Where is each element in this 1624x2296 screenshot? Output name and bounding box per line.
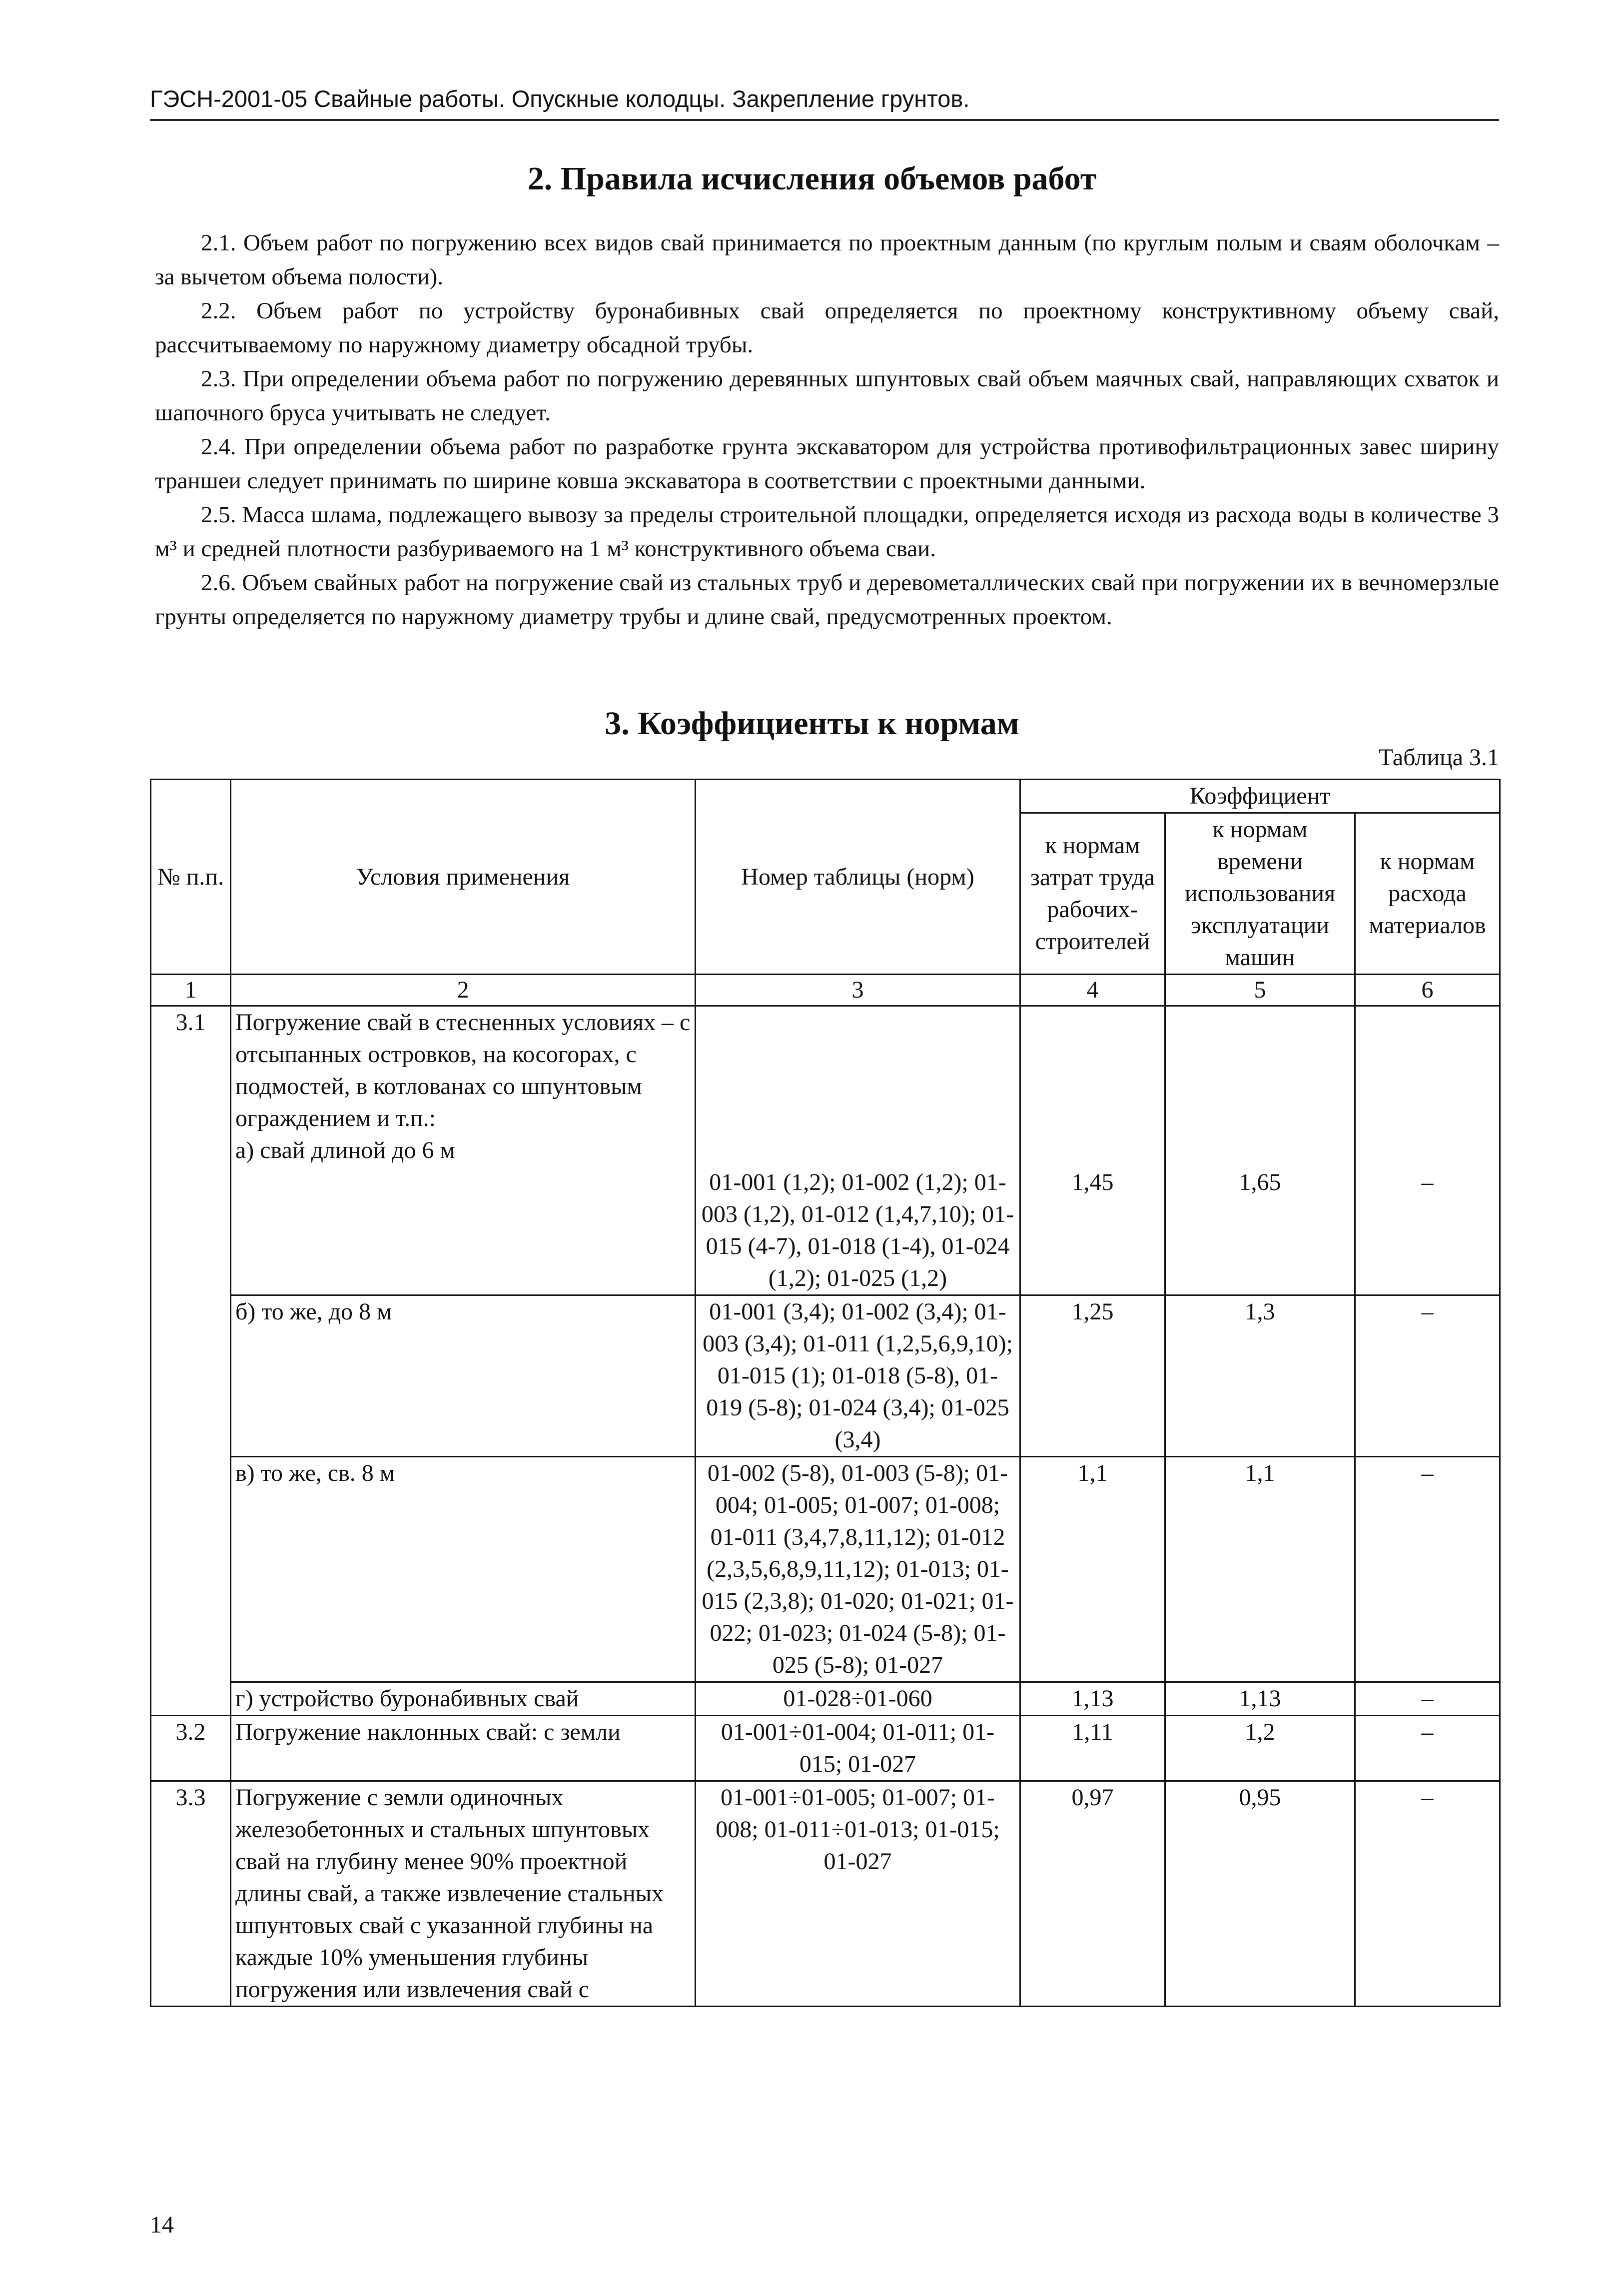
rule-2-2: 2.2. Объем работ по устройству буронабивных свай определяется по проектному конструктивному объему свай, рассчитываемому по наружному диаметру обсадной трубы. bbox=[155, 298, 1499, 358]
row-labor: 0,97 bbox=[1020, 1781, 1165, 2007]
rule-2-1: 2.1. Объем работ по погружению всех видов свай принимается по проектным данным (по круглым полым и сваям оболочкам – за вычетом объема полости). bbox=[155, 230, 1499, 290]
row-conditions bbox=[231, 1006, 696, 1295]
running-header: ГЭСН-2001-05 Свайные работы. Опускные колодцы. Закрепление грунтов. bbox=[150, 85, 970, 112]
page-number: 14 bbox=[150, 2212, 174, 2238]
rule-2-6: 2.6. Объем свайных работ на погружение свай из стальных труб и деревометаллических свай при погружении их в вечномерзлые грунты определяется по наружному диаметру трубы и длине свай, предусмотренных проектом. bbox=[155, 570, 1499, 630]
header-labor: к нормам затрат труда рабочих-строителей bbox=[1020, 813, 1165, 975]
header-materials: к нормам расхода материалов bbox=[1355, 813, 1500, 975]
row-materials: – bbox=[1355, 1682, 1500, 1716]
row-conditions: Погружение с земли одиночных железобетонных и стальных шпунтовых свай на глубину менее 90% проектной длины свай, а также извлечение стальных шпунтовых свай с указанной глубины на каждые 10% уменьшения глубины погружения или извлечения свай с bbox=[231, 1781, 696, 2007]
rule-2-5: 2.5. Масса шлама, подлежащего вывозу за пределы строительной площадки, определяется исходя из расхода воды в количестве 3 м³ и средней плотности разбуриваемого на 1 м³ конструктивного объема сваи. bbox=[155, 502, 1499, 562]
row-labor: 1,13 bbox=[1020, 1682, 1165, 1716]
header-coefficient: Коэффициент bbox=[1020, 780, 1500, 813]
row-machines: 1,2 bbox=[1165, 1716, 1355, 1781]
col-number: 5 bbox=[1165, 975, 1355, 1006]
row-labor: 1,1 bbox=[1020, 1457, 1165, 1682]
row-materials: – bbox=[1355, 1457, 1500, 1682]
row-machines: 0,95 bbox=[1165, 1781, 1355, 2007]
col-number: 1 bbox=[151, 975, 231, 1006]
row-tables: 01-001÷01-004; 01-011; 01-015; 01-027 bbox=[696, 1716, 1020, 1781]
row-materials: – bbox=[1355, 1295, 1500, 1457]
table-row bbox=[151, 1716, 1500, 1781]
column-number-row bbox=[151, 975, 1500, 1006]
coefficients-table bbox=[150, 779, 1501, 2007]
row-machines: 1,3 bbox=[1165, 1295, 1355, 1457]
row-tables bbox=[696, 1006, 1020, 1295]
section-3-title: 3. Коэффициенты к нормам bbox=[605, 705, 1019, 742]
row-materials bbox=[1355, 1006, 1500, 1295]
section-2-title: 2. Правила исчисления объемов работ bbox=[527, 160, 1097, 197]
row-machines: 1,13 bbox=[1165, 1682, 1355, 1716]
row-conditions: в) то же, св. 8 м bbox=[231, 1457, 696, 1682]
row-conditions: б) то же, до 8 м bbox=[231, 1295, 696, 1457]
row-tables-text: 01-001 (1,2); 01-002 (1,2); 01-003 (1,2), 01-012 (1,4,7,10); 01-015 (4-7), 01-018 (1-4), 01-024 (1,2); 01-025 (1,2) bbox=[701, 1169, 1014, 1291]
table-row bbox=[151, 1295, 1500, 1457]
table-header-row bbox=[151, 780, 1500, 813]
col-number: 2 bbox=[231, 975, 696, 1006]
row-machines-value: 1,65 bbox=[1239, 1169, 1281, 1195]
row-conditions: г) устройство буронабивных свай bbox=[231, 1682, 696, 1716]
row-labor bbox=[1020, 1006, 1165, 1295]
col-number: 3 bbox=[696, 975, 1020, 1006]
header-machines: к нормам времени использования эксплуатации машин bbox=[1165, 813, 1355, 975]
table-row bbox=[151, 1006, 1500, 1295]
row-num: 3.2 bbox=[151, 1716, 231, 1781]
row-num: 3.1 bbox=[151, 1006, 231, 1716]
table-row bbox=[151, 1781, 1500, 2007]
table-row bbox=[151, 1682, 1500, 1716]
col-number: 6 bbox=[1355, 975, 1500, 1006]
row-labor-value: 1,45 bbox=[1071, 1169, 1114, 1195]
row-machines bbox=[1165, 1006, 1355, 1295]
header-rule bbox=[150, 119, 1499, 121]
rule-2-4: 2.4. При определении объема работ по разработке грунта экскаватором для устройства противофильтрационных завес ширину траншеи следует принимать по ширине ковша экскаватора в соответствии с проектными данными. bbox=[155, 434, 1499, 494]
table-row bbox=[151, 1457, 1500, 1682]
header-conditions: Условия применения bbox=[231, 780, 696, 975]
row-tables: 01-028÷01-060 bbox=[696, 1682, 1020, 1716]
row-materials: – bbox=[1355, 1716, 1500, 1781]
row-num: 3.3 bbox=[151, 1781, 231, 2007]
section-2-rules bbox=[155, 226, 1499, 634]
table-caption: Таблица 3.1 bbox=[1378, 744, 1499, 771]
row-tables: 01-001 (3,4); 01-002 (3,4); 01-003 (3,4); 01-011 (1,2,5,6,9,10); 01-015 (1); 01-018 (5-8), 01-019 (5-8); 01-024 (3,4); 01-025 (3,4) bbox=[696, 1295, 1020, 1457]
row-materials: – bbox=[1355, 1781, 1500, 2007]
row-tables: 01-001÷01-005; 01-007; 01-008; 01-011÷01-013; 01-015; 01-027 bbox=[696, 1781, 1020, 2007]
row-conditions: Погружение наклонных свай: с земли bbox=[231, 1716, 696, 1781]
row-labor: 1,25 bbox=[1020, 1295, 1165, 1457]
row-subcondition: а) свай длиной до 6 м bbox=[235, 1137, 455, 1163]
row-labor: 1,11 bbox=[1020, 1716, 1165, 1781]
row-machines: 1,1 bbox=[1165, 1457, 1355, 1682]
header-table-no: Номер таблицы (норм) bbox=[696, 780, 1020, 975]
header-num: № п.п. bbox=[151, 780, 231, 975]
row-tables: 01-002 (5-8), 01-003 (5-8); 01-004; 01-005; 01-007; 01-008; 01-011 (3,4,7,8,11,12); 01-012 (2,3,5,6,8,9,11,12); 01-013; 01-015 (2,3,8); 01-020; 01-021; 01-022; 01-023; 01-024 (5-8); 01-025 (5-8); 01-027 bbox=[696, 1457, 1020, 1682]
col-number: 4 bbox=[1020, 975, 1165, 1006]
rule-2-3: 2.3. При определении объема работ по погружению деревянных шпунтовых свай объем маячных свай, направляющих схваток и шапочного бруса учитывать не следует. bbox=[155, 366, 1499, 426]
row-materials-value: – bbox=[1421, 1169, 1434, 1195]
row-intro: Погружение свай в стесненных условиях – с отсыпанных островков, на косогорах, с подмостей, в котлованах со шпунтовым ограждением и т.п.: bbox=[235, 1009, 691, 1132]
